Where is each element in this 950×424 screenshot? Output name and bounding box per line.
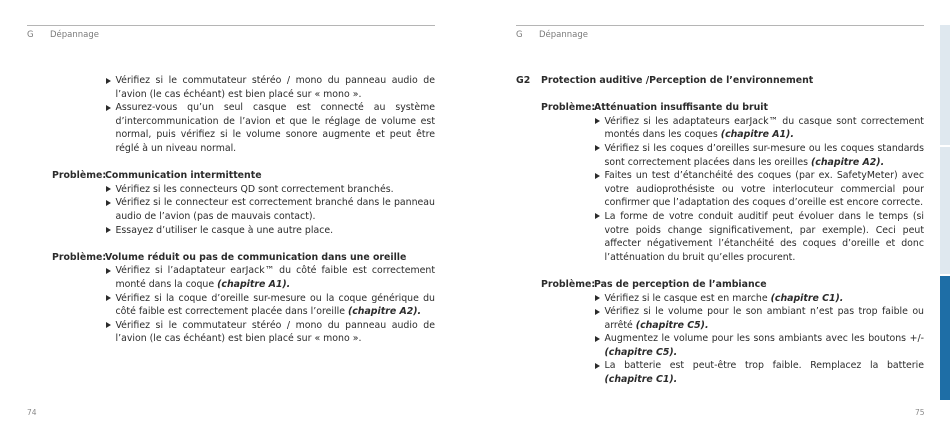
section-title: Dépannage (50, 30, 99, 40)
problem-label: Problème: (52, 170, 107, 182)
list-item: Vérifiez si le connecteur est correctement branché dans le panneau audio de l’avion (pas de mauvais contact). (105, 196, 435, 223)
triangle-bullet-icon (595, 295, 600, 301)
problem-label: Problème: (541, 278, 596, 290)
problem-block (516, 101, 924, 264)
chapter-reference: (chapitre C5). (635, 319, 709, 331)
list-item: Vérifiez si l’adaptateur earJack™ du côté faible est correctement monté dans la coque (chapitre A1). (105, 264, 435, 291)
list-item: Vérifiez si le commutateur stéréo / mono du panneau audio de l’avion (le cas échéant) est bien placé sur « mono ». (105, 74, 435, 101)
section-tab (940, 147, 950, 274)
list-item: La forme de votre conduit auditif peut évoluer dans le temps (si votre poids change significativement, par exemple). Ceci peut affecter négativement l’étanchéité des coques d’oreille et donc l’atténuation du bruit qu’elles procurent. (594, 210, 924, 264)
triangle-bullet-icon (106, 105, 111, 111)
section-heading-title: Protection auditive /Perception de l’environnement (541, 75, 814, 86)
active-section-tab (940, 276, 950, 400)
section-letter: G (27, 30, 34, 40)
list-item: Augmentez le volume pour les sons ambiants avec les boutons +/- (chapitre C5). (594, 332, 924, 359)
list-item: Vérifiez si la coque d’oreille sur-mesure ou la coque générique du côté faible est correctement placée dans l’oreille (chapitre A2). (105, 292, 435, 319)
problem-title: Volume réduit ou pas de communication dans une oreille (105, 251, 407, 263)
triangle-bullet-icon (106, 227, 111, 233)
problem-block (52, 169, 435, 237)
chapter-reference: (chapitre C1). (770, 292, 844, 304)
problem-label: Problème: (541, 102, 596, 114)
chapter-reference: (chapitre A1). (720, 129, 794, 141)
list-item: Vérifiez si le casque est en marche (chapitre C1). (594, 292, 924, 306)
section-code: G2 (516, 75, 531, 86)
triangle-bullet-icon (595, 336, 600, 342)
triangle-bullet-icon (106, 200, 111, 206)
list-item: Faites un test d’étanchéité des coques (par ex. SafetyMeter) avec votre audioprothésiste ou votre interlocuteur commercial pour confirmer que l’adaptation des coques d’oreille est encore correcte. (594, 169, 924, 210)
page-number: 75 (915, 408, 925, 417)
triangle-bullet-icon (595, 173, 600, 179)
list-item: Vérifiez si les adaptateurs earJack™ du casque sont correctement montés dans les coques (chapitre A1). (594, 115, 924, 142)
list-item: Vérifiez si les connecteurs QD sont correctement branchés. (105, 183, 435, 197)
header-rule (516, 25, 924, 26)
problem-block-continued (52, 74, 435, 156)
chapter-reference: (chapitre A2). (347, 306, 422, 318)
triangle-bullet-icon (595, 145, 600, 151)
left-content (52, 74, 435, 359)
problem-label (52, 74, 105, 156)
triangle-bullet-icon (106, 268, 111, 274)
page-number: 74 (27, 408, 37, 417)
triangle-bullet-icon (595, 213, 600, 219)
triangle-bullet-icon (595, 363, 600, 369)
problem-block (52, 251, 435, 346)
chapter-reference: (chapitre A1). (217, 278, 291, 290)
right-page (475, 0, 950, 424)
triangle-bullet-icon (595, 118, 600, 124)
section-letter: G (516, 30, 523, 40)
header-rule (27, 25, 435, 26)
problem-label: Problème: (52, 251, 107, 263)
triangle-bullet-icon (106, 186, 111, 192)
chapter-reference: (chapitre C5). (604, 346, 678, 358)
chapter-reference: (chapitre C1). (604, 374, 678, 386)
problem-title: Pas de perception de l’ambiance (594, 278, 767, 290)
section-heading (516, 74, 924, 88)
triangle-bullet-icon (106, 78, 111, 84)
triangle-bullet-icon (106, 295, 111, 301)
problem-title: Atténuation insuffisante du bruit (594, 102, 768, 114)
list-item: Essayez d’utiliser le casque à une autre place. (105, 224, 435, 238)
problem-block (516, 278, 924, 387)
section-tab (940, 25, 950, 145)
list-item: Vérifiez si le commutateur stéréo / mono du panneau audio de l’avion (le cas échéant) est bien placé sur « mono ». (105, 319, 435, 346)
triangle-bullet-icon (106, 322, 111, 328)
right-content (516, 74, 924, 400)
section-title: Dépannage (539, 30, 588, 40)
triangle-bullet-icon (595, 309, 600, 315)
list-item: Vérifiez si le volume pour le son ambiant n’est pas trop faible ou arrêté (chapitre C5). (594, 305, 924, 332)
list-item: Vérifiez si les coques d’oreilles sur-mesure ou les coques standards sont correctement placées dans les oreilles (chapitre A2). (594, 142, 924, 169)
list-item: Assurez-vous qu’un seul casque est connecté au système d’intercommunication de l’avion et que le réglage de volume est normal, puis vérifiez si le volume sonore augmente et peut être réglé à un niveau normal. (105, 101, 435, 155)
chapter-reference: (chapitre A2). (811, 156, 885, 168)
problem-title: Communication intermittente (105, 170, 262, 182)
list-item: La batterie est peut-être trop faible. Remplacez la batterie (chapitre C1). (594, 359, 924, 386)
